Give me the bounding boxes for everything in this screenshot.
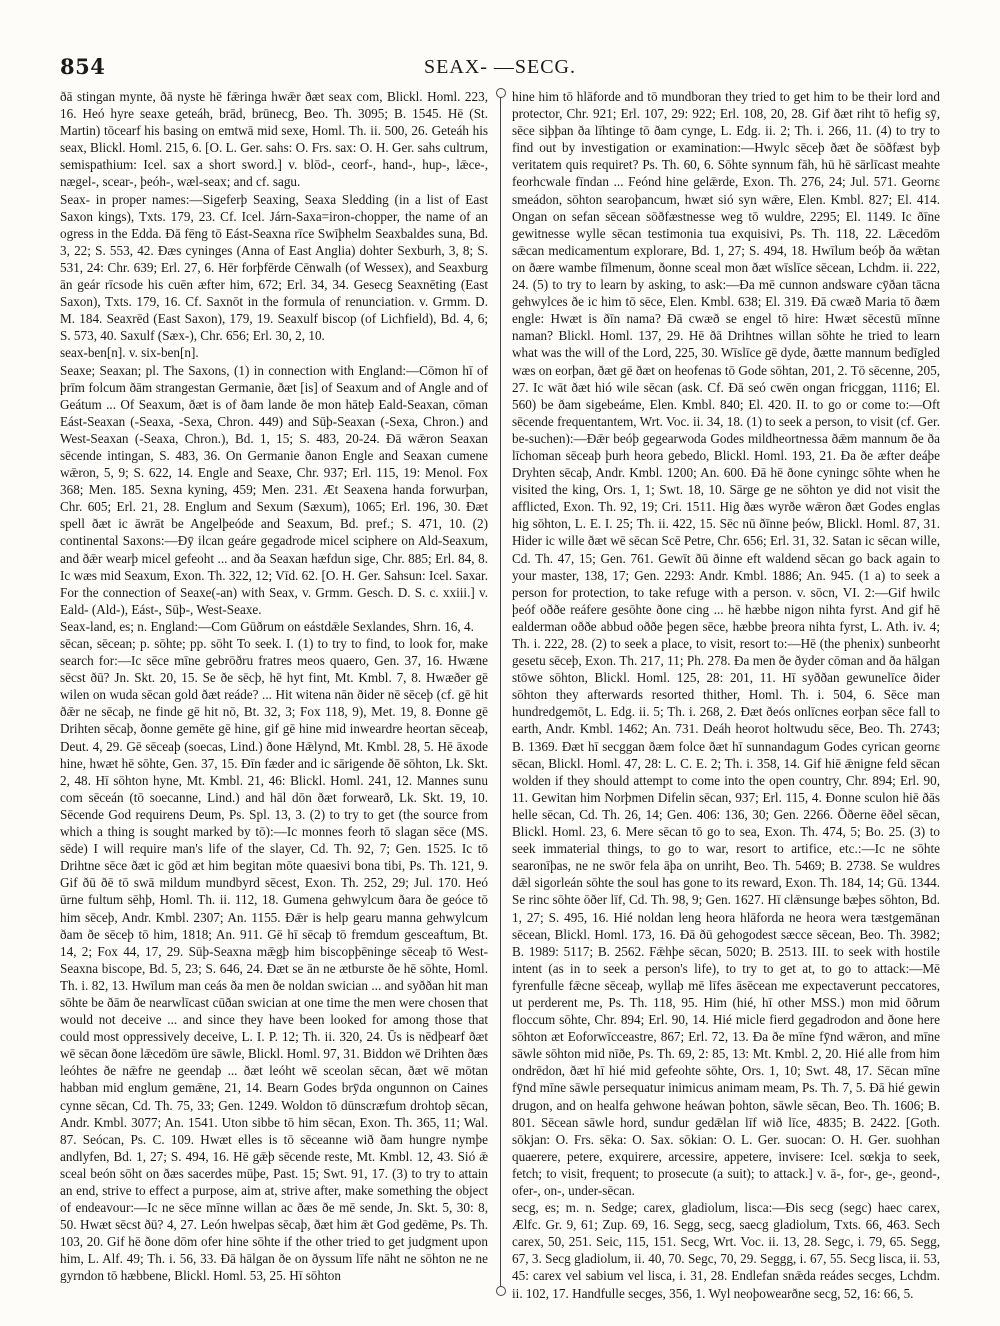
- column-divider: [500, 92, 501, 1292]
- entry-paragraph: Seax- in proper names:—Sigeferþ Seaxing, Seaxa Sledding (in a list of East Saxon kings), Txts. 179, 23. Cf. Icel. Járn-Saxa=iron-chopper, the name of an ogress in the Edda. Ðā fēng tō Eást-Seaxna rīce Swīþhelm Seaxbaldes suna, Bd. 3, 22; S. 553, 42. Ðæs cyninges (Anna of East Anglia) dohter Sexburh, 3, 8; S. 531, 24: Chr. 639; Erl. 27, 6. Hēr forþfērde Cēnwalh (of Wessex), and Seaxburg ān geár rīcsode his cuēn æfter him, 672; Erl. 34, 34. Gesecg Seaxnēting (East Saxon), Txts. 179, 16. Cf. Saxnōt in the formula of renunciation. v. Grmm. D. M. 184. Seaxrēd (East Saxon), 179, 19. Seaxulf biscop (of Lichfield), Bd. 4, 6; S. 573, 40. Saxulf (Sæx-), Chr. 656; Erl. 30, 2, 10.: [60, 191, 488, 344]
- running-title: SEAX- —SECG.: [423, 56, 576, 78]
- column-divider-cap-top: [496, 88, 506, 98]
- right-column: [512, 88, 940, 1304]
- entry-paragraph: seax-ben[n]. v. six-ben[n].: [60, 345, 199, 361]
- entry-paragraph: Seax-land, es; n. England:—Com Gūðrum on eástdǣle Sexlandes, Shrn. 16, 4.: [60, 618, 474, 634]
- page-number: 854: [60, 54, 106, 79]
- page-header: [60, 54, 940, 82]
- entry-paragraph: Seaxe; Seaxan; pl. The Saxons, (1) in connection with England:—Cōmon hī of þrīm folcum ðām strangestan Germanie, ðæt [is] of Seaxum and of Angle and of Geátum ... Of Seaxum, ðæt is of ðam lande ðe mon hāteþ Eald-Seaxan, cōman Eást-Seaxan (-Seaxa, -Sexa, Chron. 449) and Sūþ-Seaxan (-Sexa, Chron.) and West-Seaxan (-Seaxa, Chron.), Bd. 1, 15; S. 483, 20-24. Ðā wǣron Seaxan sēcende intingan, S. 483, 36. On Germanie ðanon Engle and Seaxan cumene wǣron, 5, 9; S. 622, 14. Engle and Seaxe, Chr. 937; Erl. 115, 19: Menol. Fox 368; Men. 185. Sexna kyning, 459; Men. 231. Æt Seaxena handa forwurþan, Chr. 605; Erl. 21, 28. Englum and Sexum (Sæxum), 1065; Erl. 196, 30. Ðæt spell ðæt ic āwrāt be Angelþeóde and Seaxum, Bd. pref.; S. 471, 10. (2) continental Saxons:—Ðȳ ilcan geáre gegadrode micel sciphere on Ald-Seaxum, and ðǣr wearþ micel gefeoht ... and ða Seaxan hæfdun sige, Chr. 885; Erl. 84, 8. Ic wæs mid Seaxum, Exon. Th. 322, 12; Vīd. 62. [O. H. Ger. Sahsun: Icel. Saxar. For the connection of Seaxe(-an) with Seax, v. Grmm. Gesch. D. S. c. xxiii.] v. Eald- (Ald-), Eást-, Sūþ-, West-Seaxe.: [60, 362, 488, 617]
- left-column: [60, 88, 488, 1304]
- entry-paragraph: ðā stingan mynte, ðā nyste hē fǣringa hwǣr ðæt seax com, Blickl. Homl. 223, 16. Heó hyre seaxe geteáh, brād, brūnecg, Beo. Th. 3095; B. 1545. Hē (St. Martin) tōcearf his basing on emtwā mid sexe, Homl. Th. ii. 500, 26. Geteáh his seax, Blickl. Homl. 215, 6. [O. L. Ger. sahs: O. Frs. sax: O. H. Ger. sahs cultrum, semispathium: Icel. sax a short sword.] v. blōd-, ceorf-, hand-, hup-, lǣce-, nægel-, scear-, þeóh-, wæl-seax; and cf. sagu.: [60, 89, 488, 190]
- column-divider-cap-bottom: [496, 1286, 506, 1296]
- dictionary-columns: [60, 88, 940, 1304]
- entry-paragraph: secg, es; m. n. Sedge; carex, gladiolum, lisca:—Ðis secg (segc) haec carex, Ælfc. Gr. 9, 61; Zup. 69, 16. Segg, secg, saecg gladiolum, Txts. 66, 463. Sech carex, 50, 251. Seic, 115, 151. Secg, Wrt. Voc. ii. 13, 28. Segc, i. 79, 65. Segg, 67, 3. Secg gladiolum, ii. 40, 70. Segc, 70, 29. Seggg, i. 67, 55. Secg lisca, ii. 53, 45: carex vel sabium vel lisca, i. 31, 28. Endlefan snǣda reádes secges, Lchdm. ii. 102, 17. Handfulle secges, 356, 1. Wyl neoþowearðne secg, 52, 16: 66, 5.: [512, 1200, 940, 1301]
- entry-paragraph: hine him tō hlāforde and tō mundboran they tried to get him to be their lord and protector, Chr. 921; Erl. 107, 29: 922; Erl. 108, 20, 28. Gif ðæt riht tō hefig sȳ, sēce siþþan ða līhtinge tō ðam cynge, L. Edg. ii. 2; Th. i. 266, 11. (4) to try to find out by investigation or examination:—Hwylc sēceþ ðæt ðe sōðfæst byþ veritatem quis requiret? Ps. Th. 60, 6. Sōhte synnum fāh, hū hē sārlīcast meahte feorhcwale fīndan ... Feónd hine gelǣrde, Exon. Th. 276, 24; Jul. 571. Geornε smeádon, sōhton searoþancum, hwæt sió syn wǣre, Elen. Kmbl. 827; El. 414. Ongan on sefan sēcean sōðfæstnesse weg tō wuldre, 2295; El. 1149. Ic ðīne gewitnesse wylle sēcan testimonia tua exquisivi, Ps. Th. 118, 22. Lǣcedōm sǣcan medicamentum explorare, Bd. 1, 27; S. 494, 18. Hwīlum beóþ ða wǣtan on ðære wambe fīlmenum, ðonne sceal mon ðæt wīslīce sēcean, Lchdm. ii. 222, 24. (5) to try to learn by asking, to ask:—Ða mē cunnon andsware cȳðan tācna gehwylces ðe ic him tō sēce, Elen. Kmbl. 638; El. 319. Ðā cwæð Maria tō ðæm engle: Hwæt is ðīn nama? Ðā cwæð se engel tō hire: Hwæt sēcestū mīnne naman? Blickl. Homl. 137, 29. Hē ðā Drihtnes willan sōhte he tried to learn what was the will of the Lord, 225, 30. Wīslīce gē dyde, ðætte mannum bedīgled wæs on eorþan, ðæt gē ðæt on heofenas tō Gode sōhtan, 201, 2. Tō sēcenne, 205, 27. Ic wāt ðæt hió wile sēcan (ask. Cf. Ðā seó cwēn ongan fricggan, 1116; El. 560) be ðam sigebeáme, Elen. Kmbl. 840; El. 420. II. to go or come to:—Oft sēcende frequentantem, Wrt. Voc. ii. 34, 18. (1) to seek a person, to visit (cf. Ger. be-suchen):—Ðǣr beóþ gegearwoda Godes mildheortnessa ðǣm mannum ðe ða līchoman sēceaþ þurh heora gebedo, Blickl. Homl. 193, 21. Ða ðe æfter deáþe Dryhten sēcaþ, Andr. Kmbl. 1200; An. 600. Ðā hē ðone cyningc sōhte when he visited the king, Ors. 1, 1; Swt. 18, 10. Sārge ge ne sōhton ye did not visit the afflicted, Exon. Th. 92, 19; Cri. 1511. Hig ðæs wyrðe wǣron ðæt Godes englas hig sōhton, L. E. I. 25; Th. ii. 422, 15. Sēc nū ðīnne þeów, Blickl. Homl. 87, 31. Hider ic wille ðæt wē sēcan Scē Petre, Chr. 656; Erl. 31, 32. Satan ic sēcan wille, Cd. Th. 47, 15; Gen. 761. Gewīt ðū ðinne eft waldend sēcan go back again to your master, 138, 17; Gen. 2293: Andr. Kmbl. 1886; An. 945. (1 a) to seek a person for protection, to take refuge with a person. v. sōcn, VI. 2:—Gif hwilc þeóf oððe reáfere gesōhte ðone cing ... hē hæbbe nigon nihta fyrst. And gif hē ealderman oððe abbud oððe þegen sēce, hæbbe þreora nihta fyrst, L. Ath. iv. 4; Th. i. 222, 28. (2) to seek a place, to visit, resort to:—Hē (the phenix) sunbeorht gesetu sēceþ, Exon. Th. 217, 11; Ph. 278. Ða men ðe ðyder cōman and ða hālgan stōwe sōhton, Blickl. Homl. 125, 28: 201, 11. Hī syððan gewunelīce ðider sōhton they afterwards resorted thither, Homl. Th. i. 504, 6. Sēce man hundredgemōt, L. Edg. ii. 5; Th. i. 268, 2. Ðæt ðeós onlīcnes eorþan sēce fall to earth, Andr. Kmbl. 1462; An. 731. Deáh heorot holtwudu sēce, Beo. Th. 2743; B. 1369. Ðæt hī secggan ðæm folce ðæt hī sunnandagum Godes cyrican geornε sēcan, Blickl. Homl. 47, 28: L. C. E. 2; Th. i. 358, 14. Gif hiē ǣnigne feld sēcan wolden if they should attempt to come into the open country, Chr. 894; Erl. 90, 11. Gewitan him Norþmen Difelin sēcan, 937; Erl. 115, 4. Ðonne sculon hiē ðās helle sēcan, Cd. Th. 26, 14; Gen. 406: 136, 30; Gen. 2266. Ōðerne ēðel sēcan, Blickl. Homl. 23, 6. Mere sēcan tō go to sea, Exon. Th. 474, 5; Bo. 25. (3) to seek immaterial things, to go to war, resort to artifice, etc.:—Ic ne sōhte searonīþas, ne ne swōr fela āþa on unriht, Beo. Th. 5469; B. 2738. Se wuldres dǣl sigorleán sōhte the soul has gone to its reward, Exon. Th. 184, 14; Gū. 1344. Se rinc sōhte ōðer līf, Cd. Th. 98, 9; Gen. 1627. Hī clǣnsunge bæþes sōhton, Bd. 1, 27; S. 495, 16. Hié noldan leng heora hlāforda ne heora wera tæstgemānan sēcean, Blickl. Homl. 173, 16. Ðā ðū gehogodest sæcce sēcean, Beo. Th. 3982; B. 1989: 5117; B. 2562. Fǣhþe sēcan, 5020; B. 2513. III. to seek with hostile intent (as in to seek a person's life), to try to get at, to go to attack:—Mē fyrenfulle fǣcne sēceaþ, wyllaþ mē līfes āsēcean me expectaverunt peccatores, ut perderent me, Ps. Th. 118, 95. Him (hié, hī other MSS.) mon mid ōðrum floccum sōhte, Chr. 894; Erl. 90, 14. Hié micle fierd gegadrodon and ðone here sōhton æt Eoforwīcceastre, 867; Erl. 72, 13. Ða ðe mīne fȳnd wǣron, and mīne sāwle sōhton mid nīðe, Ps. Th. 69, 2: 85, 13: Mt. Kmbl. 2, 20. Hié alle from him ondrēdon, ðæt hī hié mid gefeohte sōhte, Ors. 1, 10; Swt. 48, 17. Sēcan mīne fȳnd mīne sāwle persequatur inimicus animam meam, Ps. Th. 7, 5. Ðā hié gewin drugon, and on healfa gehwone heáwan þohton, sāwle sēcan, Beo. Th. 1606; B. 801. Sēcean sāwle hord, sundur gedǣlan līf wið līce, 4835; B. 2422. [Goth. sōkjan: O. Frs. sēka: O. Sax. sōkian: O. L. Ger. suocan: O. H. Ger. suohhan quaerere, petere, exquirere, arcessire, appetere, invisere: Icel. sœkja to seek, fetch; to visit, frequent; to prosecute (a suit); to attack.] v. ā-, for-, ge-, geond-, ofer-, on-, under-sēcan.: [512, 89, 940, 1198]
- entry-paragraph: sēcan, sēcean; p. sōhte; pp. sōht To seek. I. (1) to try to find, to look for, make search for:—Ic sēce mīne gebrōðru fratres meos quaero, Gen. 37, 16. Hwæne sēcst ðū? Jn. Skt. 20, 15. Se ðe sēcþ, hē hyt fint, Mt. Kmbl. 7, 8. Hwæðer gē wilen on wuda sēcan gold ðæt reáde? ... Hit witena nān ðider nē sēceþ (cf. gē hit ðǣr ne sēcaþ, ne finde gē hit nō, Bt. 32, 3; Fox 118, 9), Met. 19, 8. Ðonne gē Drihten sēcaþ, ðonne gemēte gē hine, gif gē hine mid inweardre heortan sēceaþ, Deut. 4, 29. Gē sēceaþ (soecas, Lind.) ðone Hǣlynd, Mt. Kmbl. 28, 5. Hē āxode hine, hwæt hē sōhte, Gen. 37, 15. Ðīn fæder and ic sārigende ðē sōhton, Lk. Skt. 2, 48. Hī sōhton hyne, Mt. Kmbl. 21, 46: Blickl. Homl. 241, 12. Mannes sunu com sēceán (tō soecanne, Lind.) and hāl dōn ðæt forwearð, Lk. Skt. 19, 10. Sēcende God requirens Deum, Ps. Spl. 13, 3. (2) to try to get (the source from which a thing is sought marked by tō):—Ic monnes feorh tō slagan sēce (MS. sēde) I will require man's life of the slayer, Cd. Th. 92, 7; Gen. 1525. Ic tō Drihtne sēce ðæt ic gōd æt him begitan mōte quaesivi bona tibi, Ps. Th. 121, 9. Gif ðū ðē tō swā mildum mundbyrd sēcest, Exon. Th. 252, 29; Jul. 170. Heó ūrne fultum sēhþ, Homl. Th. ii. 112, 18. Gumena gehwylcum ðara ðe geóce tō him sēceþ, Andr. Kmbl. 2307; An. 1155. Ðǣr is help gearu manna gehwylcum ðam ðe sēceþ tō him, 1818; An. 911. Gē hī sēcaþ tō fremdum gesceaftum, Bt. 14, 2; Fox 44, 17, 29. Sūþ-Seaxna mǣgþ him biscopþēninge sēceaþ tō West-Seaxna biscope, Bd. 5, 23; S. 646, 24. Ðæt se ān ne ætburste ðe hē sōhte, Homl. Th. i. 82, 13. Hwīlum man ceás ða men ðe noldan swician ... and syððan hit man sōhte be ðām ðe nearwlīcast cūðan swician at one time the men were chosen that would not deceive ... and since they have been looked for among those that could most oppressively deceive, L. I. P. 12; Th. ii. 320, 24. Ūs is nēdþearf ðæt wē sēcan ðone lǣcedōm ūre sāwle, Blickl. Homl. 97, 31. Biddon wē Drihten ðæs leóhtes ðe nǣfre ne geendaþ ... ðæt leóht wē sceolan sēcan, ðæt wē mōtan habban mid englum gemǣne, 21, 14. Bearn Godes brȳda ongunnon on Caines cynne sēcan, Cd. Th. 75, 33; Gen. 1249. Woldon tō dūnscræfum drohtoþ sēcan, Andr. Kmbl. 3077; An. 1541. Uton sibbe tō him sēcan, Exon. Th. 365, 11; Wal. 87. Seócan, Ps. C. 109. Hwæt elles is tō sēceanne wið ðam hungre nymþe andlyfen, Bd. 1, 27; S. 494, 16. Hē gǣþ sēcende reste, Mt. Kmbl. 12, 43. Sió ǣ sceal beón sōht on ðæs sacerdes mūþe, Past. 15; Swt. 91, 17. (3) to try to attain an end, strive to effect a purpose, aim at, strive after, make something the object of endeavour:—Ic ne sēce mīnne willan ac ðæs ðe mē sende, Jn. Skt. 5, 30: 8, 50. Hwæt sēcst ðū? 4, 27. León hwelpas sēcaþ, ðæt him ǣt God gedēme, Ps. Th. 103, 20. Gif hē ðone dōm ofer hine sōhte if the other tried to get judgment upon him, L. Alf. 49; Th. i. 56, 33. Ðā hālgan ðe on ðyssum līfe nāht ne sōhton ne ne gyrndon tō hæbbene, Blickl. Homl. 53, 25. Hī sōhton: [60, 636, 488, 1284]
